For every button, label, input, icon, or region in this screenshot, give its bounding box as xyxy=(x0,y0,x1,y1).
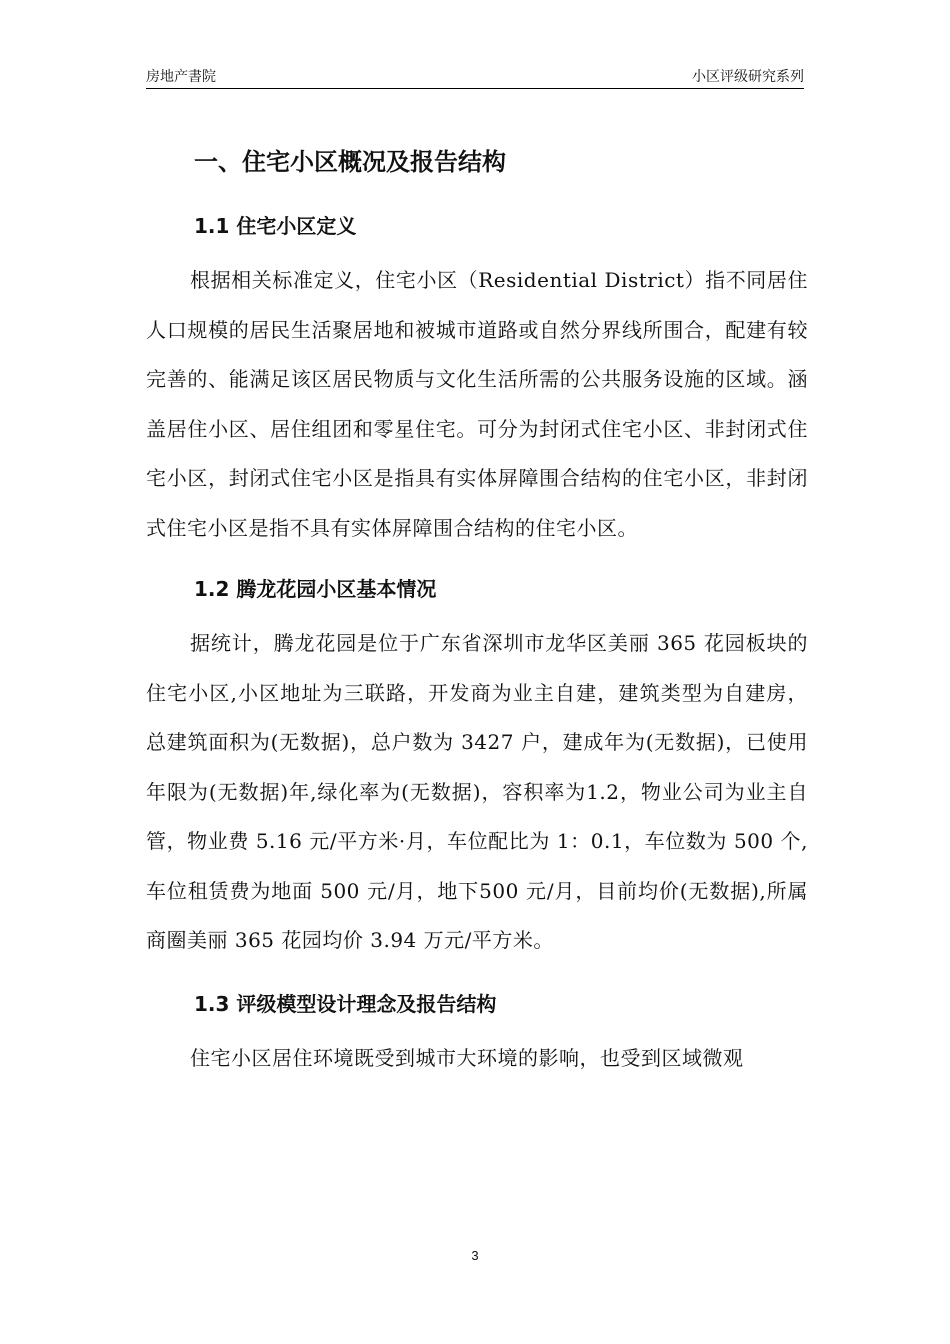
header-publisher: 房地产書院 xyxy=(146,69,216,85)
page-header xyxy=(146,66,804,89)
section-title-1-2: 1.2 腾龙花园小区基本情况 xyxy=(194,577,437,601)
page-number: 3 xyxy=(471,1248,479,1263)
page-content xyxy=(146,140,808,1083)
section-title-1-1: 1.1 住宅小区定义 xyxy=(194,214,357,238)
chapter-title: 一、住宅小区概况及报告结构 xyxy=(194,148,506,176)
header-series: 小区评级研究系列 xyxy=(692,69,804,85)
section-title-1-3: 1.3 评级模型设计理念及报告结构 xyxy=(194,991,497,1016)
paragraph-model-design: 住宅小区居住环境既受到城市大环境的影响，也受到区域微观 xyxy=(190,1045,744,1070)
paragraph-basic-info: 据统计，腾龙花园是位于广东省深圳市龙华区美丽 365 花园板块的住宅小区,小区地址为三联路，开发商为业主自建，建筑类型为自建房，总建筑面积为(无数据)，总户数为 3427 户，建成年为(无数据)，已使用年限为(无数据)年,绿化率为(无数据)，容积率为1.2，物业公司为业主自管，物业费 5.16 元/平方米·月，车位配比为 1：0.1，车位数为 500 个,车位租赁费为地面 500 元/月，地下500 元/月，目前均价(无数据),所属商圈美丽 365 花园均价 3.94 万元/平方米。 xyxy=(146,631,808,952)
paragraph-definition: 根据相关标准定义，住宅小区（Residential District）指不同居住人口规模的居民生活聚居地和被城市道路或自然分界线所围合，配建有较完善的、能满足该区居民物质与文化生活所需的公共服务设施的区域。涵盖居住小区、居住组团和零星住宅。可分为封闭式住宅小区、非封闭式住宅小区，封闭式住宅小区是指具有实体屏障围合结构的住宅小区，非封闭式住宅小区是指不具有实体屏障围合结构的住宅小区。 xyxy=(146,268,808,540)
